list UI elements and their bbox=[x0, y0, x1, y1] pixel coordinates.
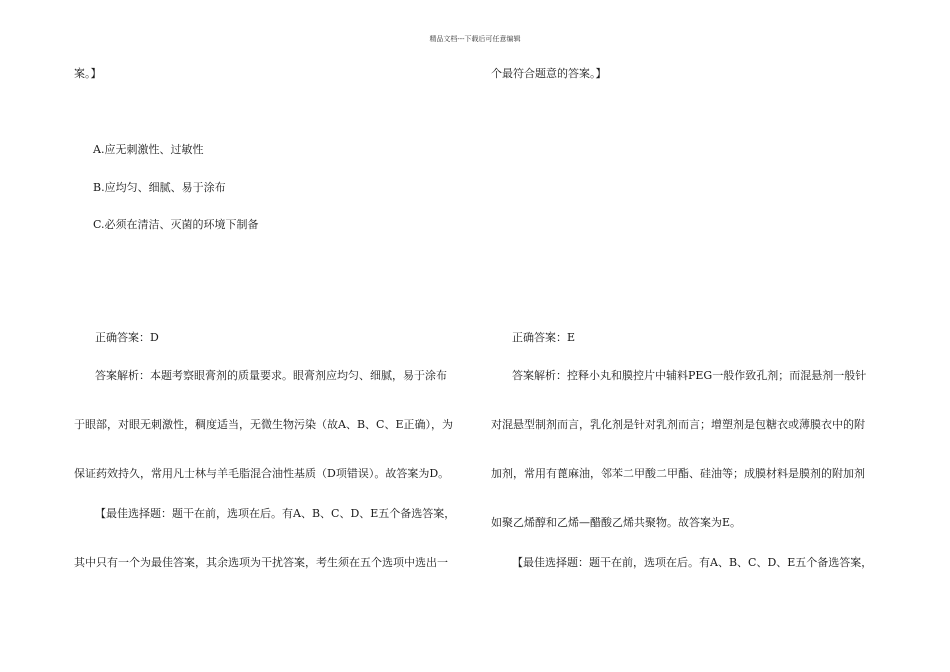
left-analysis-line-3: 保证药效持久，常用凡士林与羊毛脂混合油性基质（D项错误）。故答案为D。 bbox=[74, 467, 450, 480]
right-analysis-line-3: 加剂，常用有蓖麻油，邻苯二甲酸二甲酯、硅油等；成膜材料是膜剂的附加剂 bbox=[491, 467, 865, 480]
option-a: A.应无刺激性、过敏性 bbox=[93, 143, 204, 156]
right-analysis-line-4: 如聚乙烯醇和乙烯—醋酸乙烯共聚物。故答案为E。 bbox=[491, 516, 742, 529]
left-analysis-line-2: 于眼部，对眼无刺激性，稠度适当，无微生物污染（故A、B、C、E正确），为 bbox=[74, 418, 453, 431]
left-best-choice-line-1: 【最佳选择题：题干在前，选项在后。有A、B、C、D、E五个备选答案， bbox=[95, 507, 456, 520]
left-analysis-line-1: 答案解析：本题考察眼膏剂的质量要求。眼膏剂应均匀、细腻，易于涂布 bbox=[95, 369, 447, 382]
option-b: B.应均匀、细腻、易于涂布 bbox=[93, 181, 226, 194]
left-correct-answer: 正确答案：D bbox=[95, 331, 159, 344]
page-header: 精品文档---下载后可任意编辑 bbox=[429, 35, 521, 43]
right-analysis-line-2: 对混悬型制剂而言，乳化剂是针对乳剂而言；增塑剂是包糖衣或薄膜衣中的附 bbox=[491, 418, 865, 431]
option-c: C.必须在清洁、灭菌的环境下制备 bbox=[93, 218, 259, 231]
left-intro-tail: 案。】 bbox=[74, 67, 102, 80]
right-best-choice-line-1: 【最佳选择题：题干在前，选项在后。有A、B、C、D、E五个备选答案， bbox=[512, 556, 873, 569]
right-intro-tail: 个最符合题意的答案。】 bbox=[491, 67, 607, 80]
right-analysis-line-1: 答案解析：控释小丸和膜控片中辅料PEG一般作致孔剂；而混悬剂一般针 bbox=[512, 369, 867, 382]
right-correct-answer: 正确答案：E bbox=[512, 331, 576, 344]
left-best-choice-line-2: 其中只有一个为最佳答案，其余选项为干扰答案，考生须在五个选项中选出一 bbox=[74, 556, 448, 569]
